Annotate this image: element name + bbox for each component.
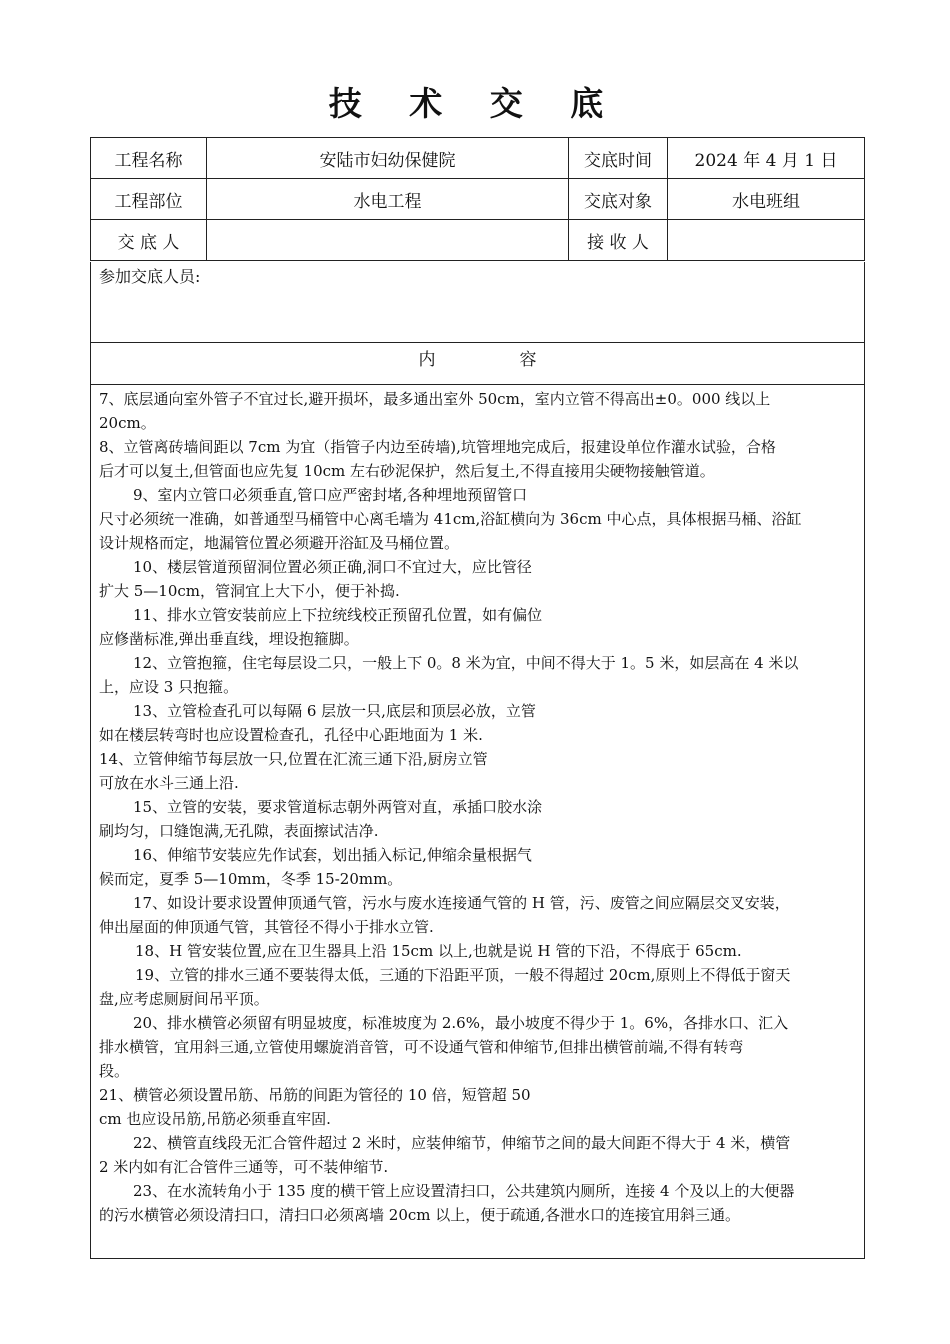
part-value: 水电工程	[207, 179, 569, 220]
content-line: 可放在水斗三通上沿.	[99, 774, 239, 792]
content-line: 排水横管，宜用斜三通,立管使用螺旋消音管，可不设通气管和伸缩节,但排出横管前端,不得有转弯	[99, 1038, 744, 1056]
page-title: 技 术 交 底	[328, 84, 622, 123]
presenter-value	[207, 220, 569, 261]
project-name-label: 工程名称	[91, 138, 207, 179]
content-line: 应修凿标准,弹出垂直线，埋设抱箍脚。	[99, 630, 359, 648]
receiver-label: 接 收 人	[569, 220, 668, 261]
target-label: 交底对象	[569, 179, 668, 220]
content-line: 11、排水立管安装前应上下拉统线校正预留孔位置，如有偏位	[133, 606, 543, 624]
content-line: 2 米内如有汇合管件三通等，可不装伸缩节.	[99, 1158, 389, 1176]
date-value: 2024 年 4 月 1 日	[668, 138, 865, 179]
content-body	[90, 384, 865, 1259]
content-line: 13、立管检查孔可以每隔 6 层放一只,底层和顶层必放，立管	[133, 702, 536, 720]
content-line: 22、横管直线段无汇合管件超过 2 米时，应装伸缩节，伸缩节之间的最大间距不得大于 4 米，横管	[133, 1134, 791, 1152]
header-table	[90, 137, 865, 261]
content-line: 15、立管的安装，要求管道标志朝外两管对直，承插口胶水涂	[133, 798, 543, 816]
content-label: 内容	[418, 350, 621, 370]
table-row	[91, 138, 865, 179]
content-line: 7、底层通向室外管子不宜过长,避开损坏，最多通出室外 50cm，室内立管不得高出±0。000 线以上	[99, 390, 771, 408]
receiver-value	[668, 220, 865, 261]
project-name-value: 安陆市妇幼保健院	[207, 138, 569, 179]
content-line: 设计规格而定，地漏管位置必须避开浴缸及马桶位置。	[99, 534, 460, 552]
content-line: 16、伸缩节安装应先作试套，划出插入标记,伸缩余量根据气	[133, 846, 532, 864]
participants-section	[90, 262, 865, 343]
part-label: 工程部位	[91, 179, 207, 220]
content-line: 扩大 5—10cm，管洞宜上大下小，便于补捣.	[99, 582, 400, 600]
table-row	[91, 220, 865, 261]
content-line: 盘,应考虑厕厨间吊平顶。	[99, 990, 269, 1008]
content-line: 10、楼层管道预留洞位置必须正确,洞口不宜过大，应比管径	[133, 558, 532, 576]
content-line: 伸出屋面的伸顶通气管，其管径不得小于排水立管.	[99, 918, 434, 936]
content-line: 20、排水横管必须留有明显坡度，标准坡度为 2.6%，最小坡度不得少于 1。6%，各排水口、汇入	[133, 1014, 789, 1032]
content-line: 尺寸必须统一准确，如普通型马桶管中心离毛墙为 41cm,浴缸横向为 36cm 中心点，具体根据马桶、浴缸	[99, 510, 802, 528]
content-lines	[99, 387, 859, 1227]
content-line: 候而定，夏季 5—10mm，冬季 15-20mm。	[99, 870, 403, 888]
content-line: 23、在水流转角小于 135 度的横干管上应设置清扫口，公共建筑内厕所，连接 4 个及以上的大便器	[133, 1182, 795, 1200]
participants-label: 参加交底人员:	[99, 267, 201, 286]
content-header	[90, 342, 865, 385]
content-line: 9、室内立管口必须垂直,管口应严密封堵,各种埋地预留管口	[133, 486, 528, 504]
content-line: 刷均匀，口缝饱满,无孔隙，表面擦试洁净.	[99, 822, 379, 840]
content-line: 后才可以复土,但管面也应先复 10cm 左右砂泥保护，然后复土,不得直接用尖硬物接触管道。	[99, 462, 715, 480]
content-line: 段。	[99, 1062, 130, 1080]
table-row	[91, 179, 865, 220]
content-line: 上，应设 3 只抱箍。	[99, 678, 239, 696]
content-line: 的污水横管必须设清扫口，清扫口必须离墙 20cm 以上，便于疏通,各泄水口的连接宜用斜三通。	[99, 1206, 741, 1224]
presenter-label: 交 底 人	[91, 220, 207, 261]
content-line: 19、立管的排水三通不要装得太低，三通的下沿距平顶，一般不得超过 20cm,原则上不得低于窗天	[135, 966, 791, 984]
content-line: 18、H 管安装位置,应在卫生器具上沿 15cm 以上,也就是说 H 管的下沿，不得底于 65cm.	[135, 942, 742, 960]
content-line: 如在楼层转弯时也应设置检查孔，孔径中心距地面为 1 米.	[99, 726, 483, 744]
target-value: 水电班组	[668, 179, 865, 220]
content-line: 21、横管必须设置吊筋、吊筋的间距为管径的 10 倍，短管超 50	[99, 1086, 531, 1104]
content-line: 14、立管伸缩节每层放一只,位置在汇流三通下沿,厨房立管	[99, 750, 488, 768]
content-line: 20cm。	[99, 414, 156, 432]
date-label: 交底时间	[569, 138, 668, 179]
content-line: cm 也应设吊筋,吊筋必须垂直牢固.	[99, 1110, 331, 1128]
content-line: 8、立管离砖墙间距以 7cm 为宜（指管子内边至砖墙),坑管埋地完成后，报建设单位作灌水试验，合格	[99, 438, 776, 456]
content-line: 12、立管抱箍，住宅每层设二只，一般上下 0。8 米为宜，中间不得大于 1。5 米，如层高在 4 米以	[133, 654, 799, 672]
content-line: 17、如设计要求设置伸顶通气管，污水与废水连接通气管的 H 管，污、废管之间应隔层交叉安装，	[133, 894, 790, 912]
